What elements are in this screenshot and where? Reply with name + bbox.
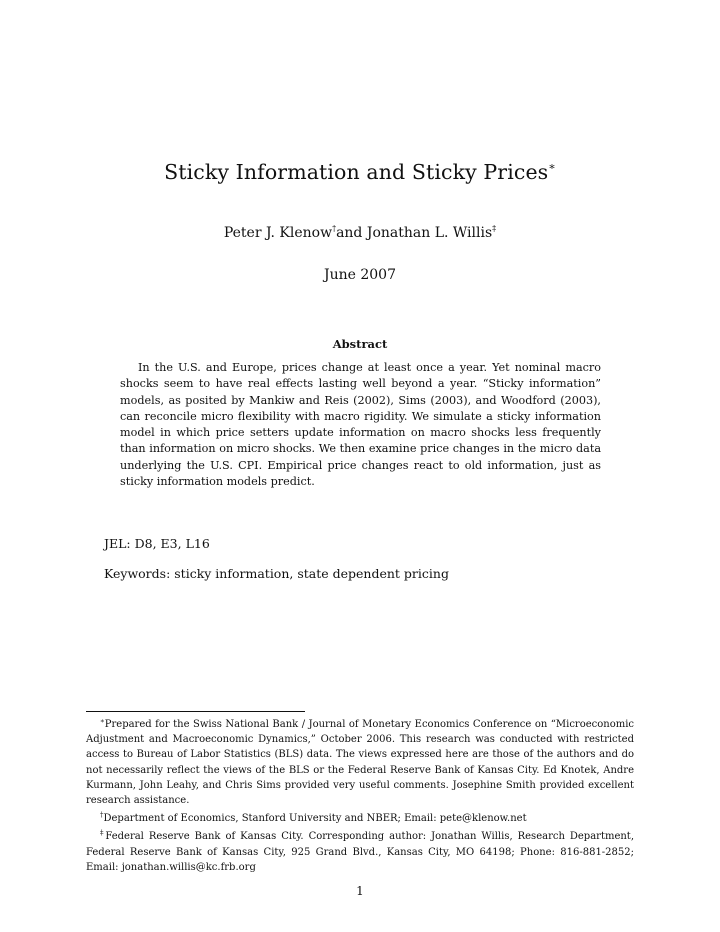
footnote-text: Prepared for the Swiss National Bank / Journal of Monetary Economics Conference on “Microeconomic Adjustment and Macroeconomic Dynamics,” October 2006. This research was conducted with restricted access to Bureau of Labor Statistics (BLS) data. The views expressed here are those of the authors and do not necessarily reflect the views of the BLS or the Federal Reserve Bank of Kansas City. Ed Knotek, Andre Kurmann, John Leahy, and Chris Sims provided very useful comments. Josephine Smith provided excellent research assistance. [86, 719, 634, 807]
jel-codes: JEL: D8, E3, L16 [104, 536, 210, 551]
footnote-mark: ∗ [100, 717, 105, 725]
page-number: 1 [356, 884, 364, 898]
footnote-mark: † [100, 811, 104, 820]
paper-title-text: Sticky Information and Sticky Prices [164, 160, 549, 184]
keywords: Keywords: sticky information, state dependent pricing [104, 566, 449, 581]
paper-date: June 2007 [323, 267, 396, 283]
footnote-text: Department of Economics, Stanford University and NBER; Email: pete@klenow.net [103, 813, 527, 825]
footnote-mark: ‡ [100, 829, 106, 838]
footnote-acknowledgements [86, 714, 634, 808]
title-footnote-mark: ∗ [548, 160, 556, 173]
abstract-text: In the U.S. and Europe, prices change at least once a year. Yet nominal macro shocks seem to have real effects lasting well beyond a year. “Sticky information” models, as posited by Mankiw and Reis (2002), Sims (2003), and Woodford (2003), can reconcile micro flexibility with macro rigidity. We simulate a sticky information model in which price setters update information on macro shocks less frequently than information on micro shocks. We then examine price changes in the micro data underlying the U.S. CPI. Empirical price changes react to old information, just as sticky information models predict. [120, 361, 601, 489]
footnote-klenow-affiliation [86, 808, 634, 826]
footnote-text: Federal Reserve Bank of Kansas City. Corresponding author: Jonathan Willis, Research Department, Federal Reserve Bank of Kansas City, 925 Grand Blvd., Kansas City, MO 64198; Phone: 816-881-2852; Email: jonathan.willis@kc.frb.org [86, 831, 635, 873]
paper-title [0, 160, 720, 184]
author-klenow-footnote-mark: † [332, 224, 337, 233]
paper-authors [0, 224, 720, 241]
footnotes [86, 714, 634, 875]
author-klenow: Peter J. Klenow [223, 225, 333, 241]
abstract-heading: Abstract [332, 337, 388, 351]
author-willis-footnote-mark: ‡ [492, 224, 497, 233]
author-willis: and Jonathan L. Willis [336, 225, 493, 241]
footnote-divider [86, 711, 305, 712]
footnote-willis-affiliation [86, 826, 634, 875]
